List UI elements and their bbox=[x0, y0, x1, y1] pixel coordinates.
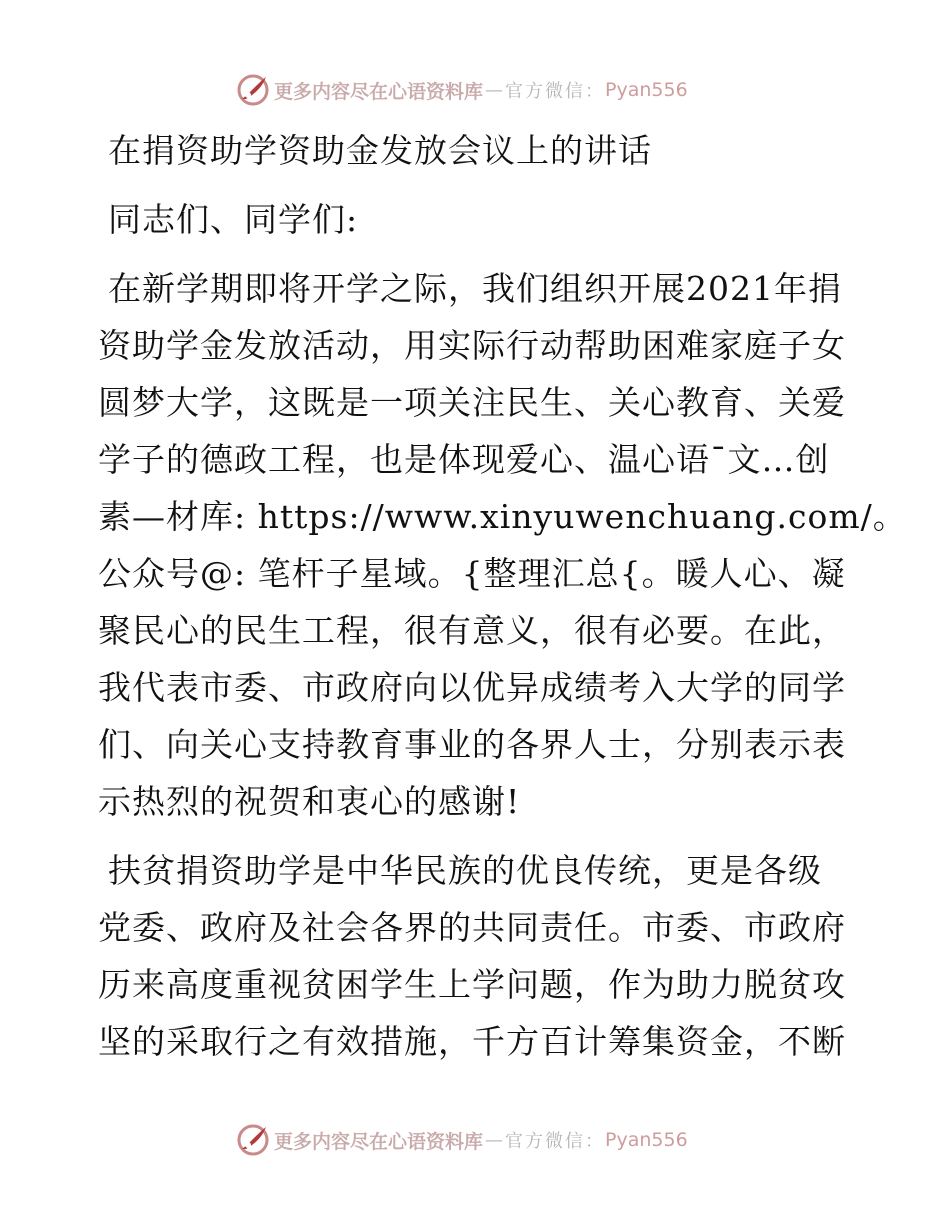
watermark-wechat-id: Pyan556 bbox=[605, 1129, 688, 1151]
salutation: 同志们、同学们: bbox=[108, 200, 359, 239]
document-body bbox=[98, 122, 907, 1070]
paragraph-line: 我代表市委、市政府向以优异成绩考入大学的同学 bbox=[98, 668, 846, 707]
watermark-label: 官方微信： bbox=[505, 81, 606, 102]
paragraph-line: 圆梦大学，这既是一项关注民生、关心教育、关爱 bbox=[98, 383, 846, 422]
paragraph-line: 历来高度重视贫困学生上学问题，作为助力脱贫攻 bbox=[98, 965, 846, 1004]
paragraph-line: 资助学金发放活动，用实际行动帮助困难家庭子女 bbox=[98, 326, 846, 365]
paragraph-line: 素—材库: https://www.xinyuwenchuang.com/。 bbox=[98, 497, 907, 536]
paragraph-line: 坚的采取行之有效措施，千方百计筹集资金，不断 bbox=[98, 1022, 846, 1061]
paragraph-line: 们、向关心支持教育事业的各界人士，分别表示表 bbox=[98, 725, 846, 764]
footer-watermark bbox=[236, 1123, 688, 1157]
watermark-text: 更多内容尽在心语资料库 bbox=[274, 80, 484, 103]
watermark-separator: — bbox=[485, 79, 504, 101]
paragraph-line: 公众号@: 笔杆子星域。{整理汇总{。暖人心、凝 bbox=[98, 554, 846, 593]
paragraph-1 bbox=[98, 260, 907, 830]
header-watermark bbox=[236, 73, 688, 107]
paragraph-line: 学子的德政工程，也是体现爱心、温心语¯文…创 bbox=[98, 440, 830, 479]
paragraph-line: 示热烈的祝贺和衷心的感谢! bbox=[98, 782, 521, 821]
watermark-separator: — bbox=[485, 1129, 504, 1151]
paragraph-2 bbox=[98, 842, 858, 1070]
document-title: 在捐资助学资助金发放会议上的讲话 bbox=[108, 131, 652, 170]
watermark-wechat-id: Pyan556 bbox=[605, 79, 688, 101]
paragraph-line: 在新学期即将开学之际，我们组织开展2021年捐 bbox=[108, 269, 842, 308]
watermark-label: 官方微信： bbox=[505, 1131, 606, 1152]
paragraph-line: 聚民心的民生工程，很有意义，很有必要。在此， bbox=[98, 611, 846, 650]
watermark-text: 更多内容尽在心语资料库 bbox=[274, 1130, 484, 1153]
paragraph-line: 党委、政府及社会各界的共同责任。市委、市政府 bbox=[98, 908, 846, 947]
quill-logo-icon bbox=[236, 1123, 270, 1157]
paragraph-line: 扶贫捐资助学是中华民族的优良传统，更是各级 bbox=[108, 851, 822, 890]
quill-logo-icon bbox=[236, 73, 270, 107]
